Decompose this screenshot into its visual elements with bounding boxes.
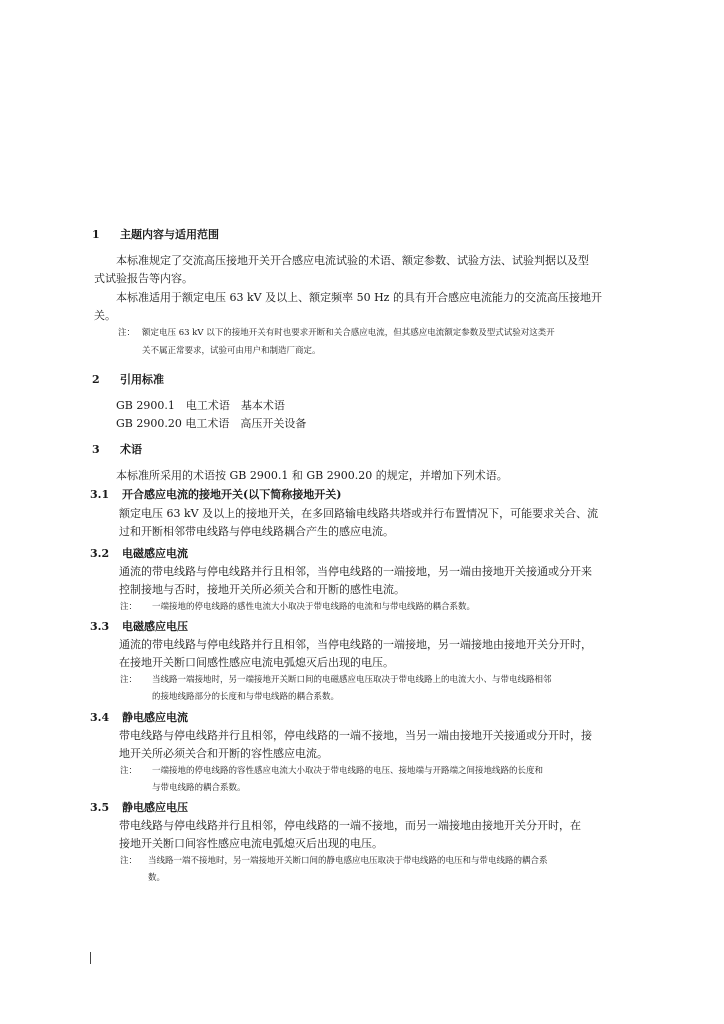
term-title: 电磁感应电压 — [122, 620, 188, 633]
term-3-4-heading — [90, 709, 188, 725]
section-2-heading — [92, 371, 164, 387]
note-line: 与带电线路的耦合系数。 — [152, 783, 246, 793]
paragraph-line: 本标准所采用的术语按 GB 2900.1 和 GB 2900.20 的规定，并增加下列术语。 — [116, 469, 508, 482]
term-3-3-heading — [90, 618, 188, 634]
term-number: 3.2 — [90, 547, 110, 560]
paragraph-line: 式试验报告等内容。 — [94, 272, 193, 285]
section-title: 主题内容与适用范围 — [120, 228, 219, 241]
note-line: 一端接地的停电线路的容性感应电流大小取决于带电线路的电压、接地端与开路端之间接地线路的长度和 — [152, 766, 544, 776]
term-definition-line: 过和开断相邻带电线路与停电线路耦合产生的感应电流。 — [119, 525, 394, 538]
term-definition-line: 带电线路与停电线路并行且相邻，停电线路的一端不接地，当另一端由接地开关接通或分开时，接 — [119, 729, 592, 742]
term-3-5-heading — [90, 799, 188, 815]
note-label: 注： — [118, 328, 136, 338]
term-definition-line: 地开关所必须关合和开断的容性感应电流。 — [119, 747, 328, 760]
note-line: 关不属正常要求，试验可由用户和制造厂商定。 — [142, 346, 321, 356]
note-line: 一端接地的停电线路的感性电流大小取决于带电线路的电流和与带电线路的耦合系数。 — [152, 602, 476, 612]
term-3-2-heading — [90, 545, 188, 561]
term-number: 3.1 — [90, 488, 110, 501]
term-title: 静电感应电流 — [122, 711, 188, 724]
reference-item: GB 2900.1 电工术语 基本术语 — [116, 399, 285, 412]
page-margin-mark — [90, 952, 91, 964]
term-number: 3.5 — [90, 801, 110, 814]
term-title: 静电感应电压 — [122, 801, 188, 814]
term-number: 3.3 — [90, 620, 110, 633]
section-title: 引用标准 — [120, 373, 164, 386]
note-label: 注： — [120, 766, 138, 776]
note-label: 注： — [120, 675, 138, 685]
note-label: 注： — [120, 856, 138, 866]
term-title: 电磁感应电流 — [122, 547, 188, 560]
note-line: 当线路一端接地时，另一端接地开关断口间的电磁感应电压取决于带电线路上的电流大小、与带电线路相邻 — [152, 675, 552, 685]
note-line: 数。 — [148, 873, 166, 883]
section-number: 1 — [92, 228, 100, 241]
reference-item: GB 2900.20 电工术语 高压开关设备 — [116, 417, 307, 430]
term-definition-line: 通流的带电线路与停电线路并行且相邻，当停电线路的一端接地，另一端由接地开关接通或分开来 — [119, 565, 592, 578]
term-definition-line: 额定电压 63 kV 及以上的接地开关，在多回路输电线路共塔或并行布置情况下，可能要求关合、流 — [119, 507, 599, 520]
note-line: 的接地线路部分的长度和与带电线路的耦合系数。 — [152, 692, 340, 702]
note-line: 额定电压 63 kV 以下的接地开关有时也要求开断和关合感应电流，但其感应电流额定参数及型式试验对这类开 — [142, 328, 555, 338]
section-title: 术语 — [120, 443, 142, 456]
paragraph-line: 关。 — [94, 309, 116, 322]
term-3-1-heading — [90, 486, 341, 502]
section-3-heading — [92, 441, 142, 457]
term-definition-line: 通流的带电线路与停电线路并行且相邻，当停电线路的一端接地，另一端接地由接地开关分开时， — [119, 638, 592, 651]
term-title: 开合感应电流的接地开关(以下简称接地开关) — [122, 488, 342, 501]
section-number: 2 — [92, 373, 100, 386]
section-1-heading — [92, 226, 219, 242]
term-definition-line: 控制接地与否时，接地开关所必须关合和开断的感性电流。 — [119, 583, 405, 596]
term-number: 3.4 — [90, 711, 110, 724]
paragraph-line: 本标准规定了交流高压接地开关开合感应电流试验的术语、额定参数、试验方法、试验判据以及型 — [116, 254, 589, 267]
note-line: 当线路一端不接地时，另一端接地开关断口间的静电感应电压取决于带电线路的电压和与带电线路的耦合系 — [148, 856, 548, 866]
note-label: 注： — [120, 602, 138, 612]
term-definition-line: 在接地开关断口间感性感应电流电弧熄灭后出现的电压。 — [119, 656, 394, 669]
paragraph-line: 本标准适用于额定电压 63 kV 及以上、额定频率 50 Hz 的具有开合感应电流能力的交流高压接地开 — [116, 291, 602, 304]
term-definition-line: 带电线路与停电线路并行且相邻，停电线路的一端不接地，而另一端接地由接地开关分开时，在 — [119, 819, 581, 832]
term-definition-line: 接地开关断口间容性感应电流电弧熄灭后出现的电压。 — [119, 837, 383, 850]
section-number: 3 — [92, 443, 100, 456]
